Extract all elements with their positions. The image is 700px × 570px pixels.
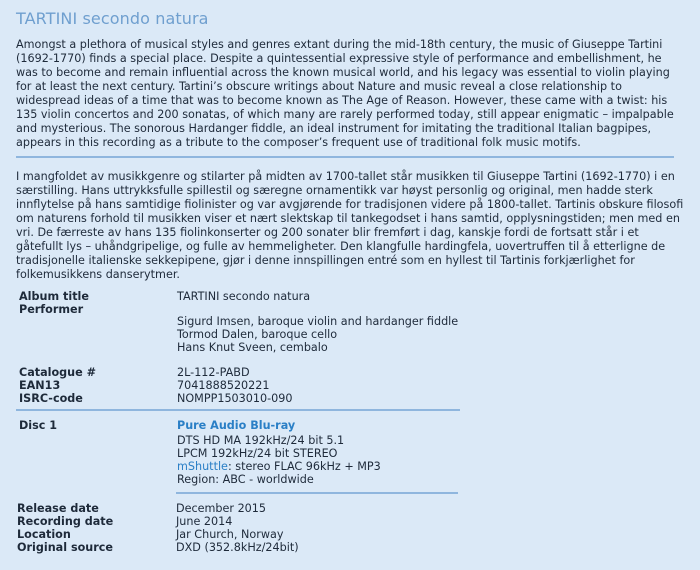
location-value: Jar Church, Norway (176, 528, 284, 541)
recording-date-label: Recording date (17, 515, 114, 528)
divider (16, 409, 460, 411)
album-title-label: Album title (19, 290, 89, 303)
mshuttle-link[interactable]: mShuttle (177, 460, 228, 473)
disc-format-line-1: DTS HD MA 192kHz/24 bit 5.1 (177, 434, 345, 447)
divider (16, 156, 674, 158)
ean-value: 7041888520221 (177, 379, 270, 392)
recording-date-value: June 2014 (176, 515, 233, 528)
catalogue-label: Catalogue # (19, 366, 97, 379)
mshuttle-line (177, 460, 381, 473)
isrc-value: NOMPP1503010-090 (177, 392, 293, 405)
release-date-value: December 2015 (176, 502, 267, 515)
performer-label: Performer (19, 303, 84, 316)
isrc-label: ISRC-code (19, 392, 83, 405)
intro-norwegian: I mangfoldet av musikkgenre og stilarter på midten av 1700-tallet står musikken til Giuseppe Tartini (1692-1770) i en særstilling. Hans uttrykksfulle spillestil og særegne ornamentikk var høyst personlig og original, men hadde sterk innflytelse på hans samtidige fiolinister og var avgjørende for tradisjonen videre på 1800-tallet. Tartinis obskure filosofi om naturens forhold til musikken viser et nært slektskap til tankegodset i hans samtid, opplysningstiden; men med en vri. De færreste av hans 135 fiolinkonserter og 200 sonater blir fremført i dag, kanskje fordi de fortsatt står i et gåtefullt lys – uhåndgripelige, og fulle av hemmeligheter. Den klangfulle hardingfela, uovertruffen til å etterligne de tradisjonelle italienske sekkepipene, gjør i denne innspillingen entré som en hyllest til Tartinis forkjærlighet for folkemusikkens danserytmer. (16, 170, 684, 281)
page-title: TARTINI secondo natura (16, 9, 209, 28)
performer-2: Tormod Dalen, baroque cello (177, 328, 338, 341)
performer-3: Hans Knut Sveen, cembalo (177, 341, 328, 354)
ean-label: EAN13 (19, 379, 61, 392)
catalogue-value: 2L-112-PABD (177, 366, 250, 379)
pure-audio-bluray-link[interactable]: Pure Audio Blu-ray (177, 419, 296, 432)
original-source-value: DXD (352.8kHz/24bit) (176, 541, 299, 554)
release-date-label: Release date (17, 502, 99, 515)
disc-format-line-2: LPCM 192kHz/24 bit STEREO (177, 447, 338, 460)
disc-label: Disc 1 (19, 419, 58, 432)
performer-1: Sigurd Imsen, baroque violin and hardanger fiddle (177, 315, 459, 328)
region: Region: ABC - worldwide (177, 473, 314, 486)
location-label: Location (17, 528, 71, 541)
mshuttle-detail: : stereo FLAC 96kHz + MP3 (227, 460, 381, 473)
intro-english: Amongst a plethora of musical styles and genres extant during the mid-18th century, the music of Giuseppe Tartini (1692-1770) finds a special place. Despite a quintessential expressive style of performance and embellishment, he was to become and remain influential across the known musical world, and his legacy was essential to violin playing for at least the next century. Tartini’s obscure writings about Nature and music reveal a close relationship to widespread ideas of a time that was to become known as The Age of Reason. However, these came with a twist: his 135 violin concertos and 200 sonatas, of which many are rarely performed today, still appear enigmatic – impalpable and mysterious. The sonorous Hardanger fiddle, an ideal instrument for imitating the traditional Italian bagpipes, appears in this recording as a tribute to the composer’s frequent use of traditional folk music motifs. (16, 38, 674, 149)
original-source-label: Original source (17, 541, 113, 554)
divider (176, 492, 458, 494)
album-title-value: TARTINI secondo natura (177, 290, 311, 303)
